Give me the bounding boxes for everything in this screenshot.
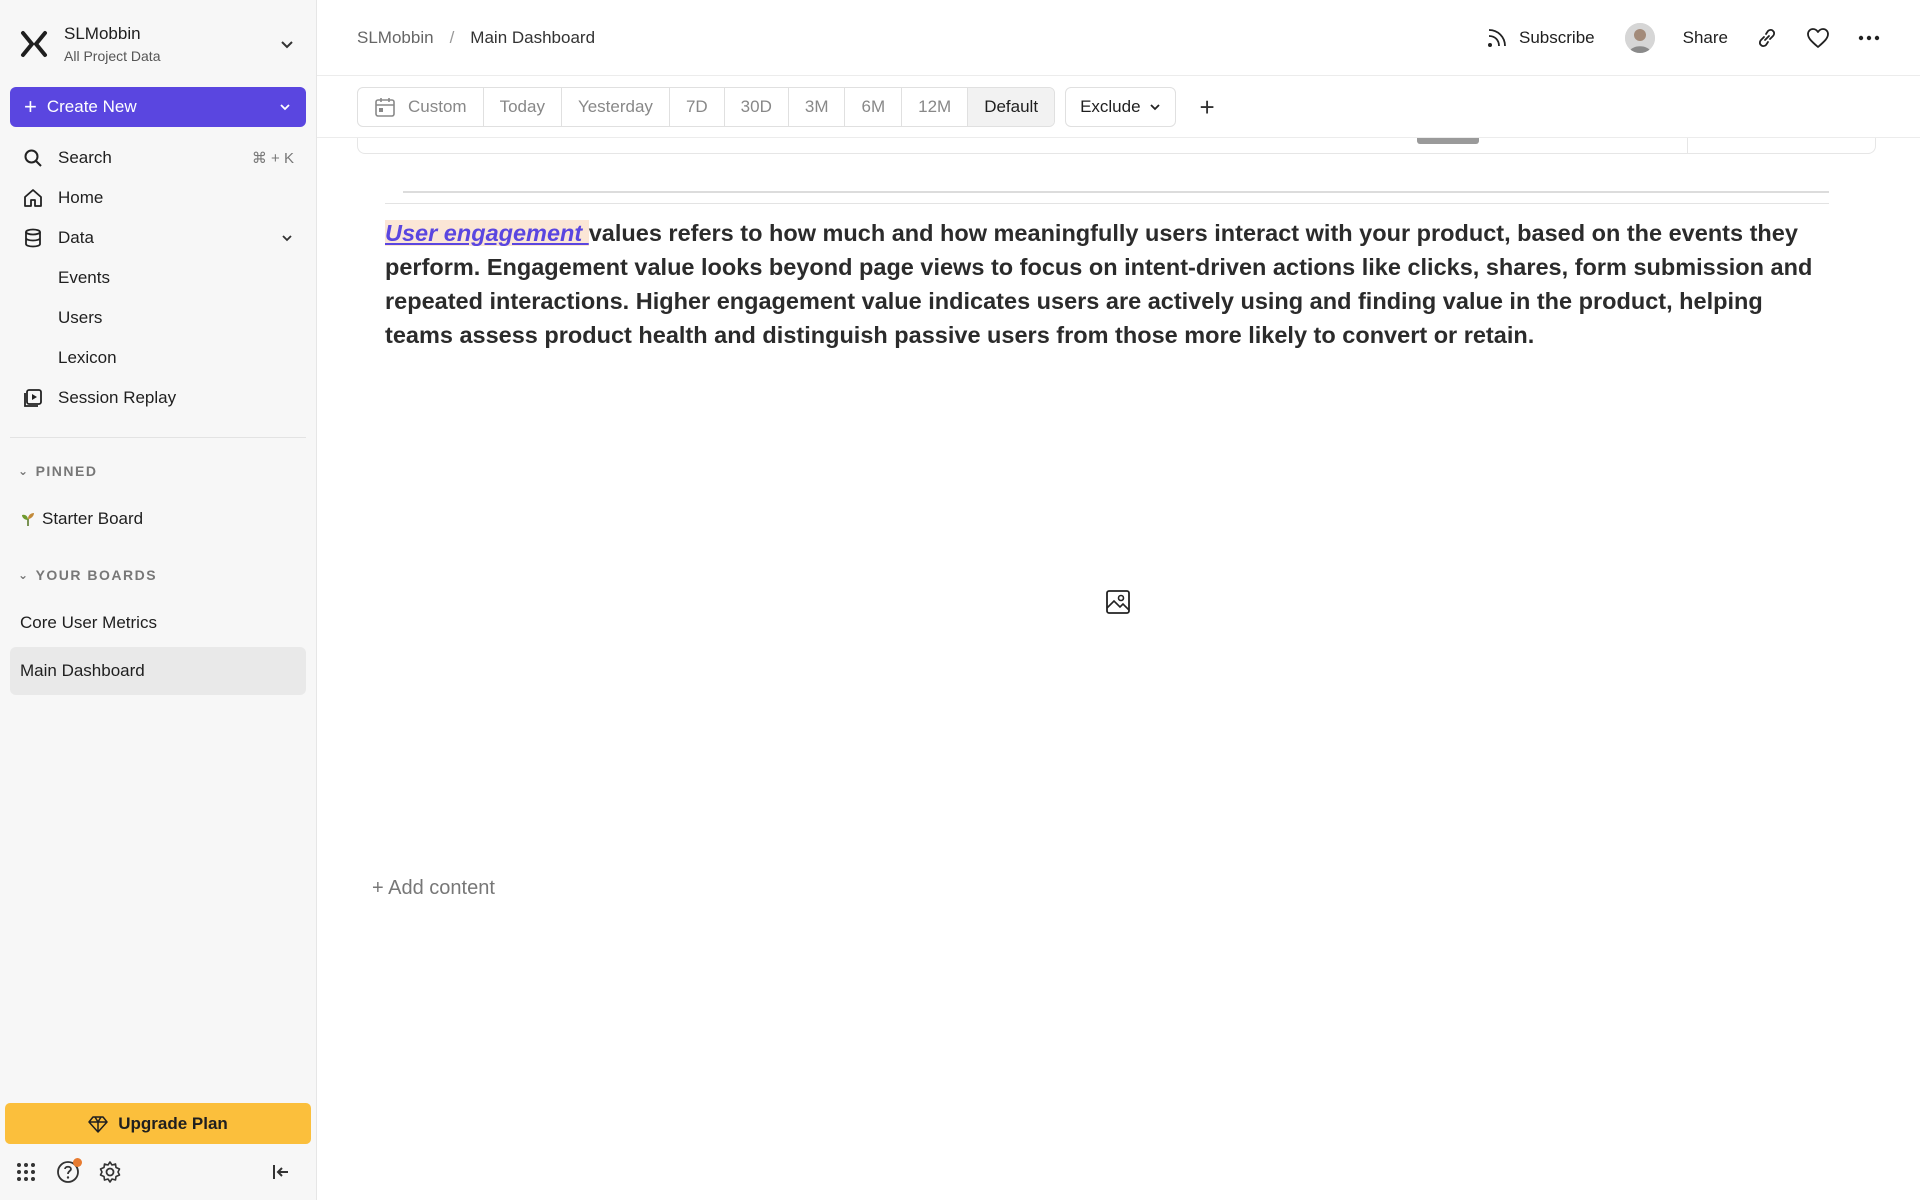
search-icon bbox=[22, 147, 44, 169]
database-icon bbox=[22, 227, 44, 249]
card-divider bbox=[1687, 138, 1688, 154]
chevron-down-icon[interactable] bbox=[280, 231, 294, 245]
sidebar-item-session-replay[interactable] bbox=[10, 378, 306, 418]
sidebar-nav bbox=[10, 138, 306, 418]
user-engagement-link[interactable]: User engagement bbox=[385, 220, 589, 246]
copy-link-icon[interactable] bbox=[1756, 27, 1778, 49]
sidebar bbox=[0, 0, 317, 1200]
plus-icon: + bbox=[24, 94, 37, 119]
session-replay-label: Session Replay bbox=[58, 388, 177, 407]
collapse-sidebar-icon[interactable] bbox=[267, 1158, 295, 1186]
chevron-down-icon bbox=[278, 35, 296, 53]
sidebar-item-lexicon[interactable]: Lexicon bbox=[58, 348, 117, 367]
date-filter-bar bbox=[317, 76, 1920, 138]
main-content bbox=[317, 0, 1920, 1200]
sidebar-item-search[interactable] bbox=[10, 138, 306, 178]
workspace-name: SLMobbin bbox=[64, 24, 141, 43]
breadcrumb-root[interactable]: SLMobbin bbox=[357, 27, 434, 47]
exclude-label: Exclude bbox=[1080, 96, 1141, 116]
pinned-heading: PINNED bbox=[35, 463, 98, 479]
range-today[interactable]: Today bbox=[484, 88, 562, 126]
chevron-down-icon bbox=[1149, 101, 1161, 113]
search-label: Search bbox=[58, 148, 112, 167]
boards-heading: YOUR BOARDS bbox=[35, 567, 158, 583]
mixpanel-logo-icon bbox=[20, 30, 48, 58]
range-6m[interactable]: 6M bbox=[845, 88, 902, 126]
apps-grid-icon[interactable] bbox=[12, 1158, 40, 1186]
rss-icon bbox=[1485, 26, 1509, 50]
breadcrumb bbox=[357, 28, 595, 48]
search-shortcut: ⌘ + K bbox=[251, 150, 294, 167]
home-label: Home bbox=[58, 188, 104, 207]
subscribe-label: Subscribe bbox=[1519, 27, 1595, 47]
sidebar-item-users[interactable]: Users bbox=[58, 308, 103, 327]
workspace-switcher[interactable] bbox=[0, 0, 316, 88]
diamond-icon bbox=[88, 1115, 108, 1133]
sidebar-item-events[interactable]: Events bbox=[58, 268, 110, 287]
exclude-dropdown[interactable] bbox=[1065, 87, 1175, 127]
card-bottom-edge bbox=[357, 138, 1876, 154]
sprout-icon bbox=[20, 511, 36, 527]
pinned-item-label: Starter Board bbox=[42, 509, 144, 528]
settings-gear-icon[interactable] bbox=[96, 1158, 124, 1186]
play-video-icon bbox=[22, 387, 44, 409]
chevron-down-icon: ⌄ bbox=[18, 568, 30, 582]
horizontal-rule bbox=[385, 203, 1829, 204]
image-placeholder-icon bbox=[1104, 588, 1132, 616]
more-options-icon[interactable] bbox=[1858, 35, 1880, 41]
calendar-icon bbox=[374, 96, 396, 118]
help-icon[interactable] bbox=[54, 1158, 82, 1186]
upgrade-plan-button[interactable] bbox=[5, 1103, 311, 1144]
pinned-item-starter-board[interactable] bbox=[10, 495, 306, 543]
upgrade-plan-label: Upgrade Plan bbox=[118, 1113, 228, 1133]
breadcrumb-separator: / bbox=[449, 27, 455, 47]
range-default[interactable]: Default bbox=[968, 88, 1054, 126]
chevron-down-icon: ⌄ bbox=[18, 464, 30, 478]
boards-section-toggle[interactable] bbox=[18, 567, 157, 583]
range-3m[interactable]: 3M bbox=[789, 88, 846, 126]
range-custom-label: Custom bbox=[408, 96, 467, 116]
home-icon bbox=[22, 187, 44, 209]
avatar[interactable] bbox=[1625, 23, 1655, 53]
range-7d[interactable]: 7D bbox=[670, 88, 725, 126]
date-range-selector bbox=[357, 87, 1055, 127]
range-yesterday[interactable]: Yesterday bbox=[562, 88, 670, 126]
create-new-label: Create New bbox=[46, 97, 137, 116]
workspace-subtitle: All Project Data bbox=[64, 48, 161, 64]
sidebar-bottom-bar bbox=[0, 1152, 317, 1192]
sidebar-item-data[interactable] bbox=[10, 218, 306, 258]
text-card bbox=[385, 216, 1835, 352]
range-30d[interactable]: 30D bbox=[725, 88, 789, 126]
add-filter-button[interactable]: + bbox=[1199, 91, 1215, 122]
chevron-down-icon[interactable] bbox=[278, 100, 292, 114]
sidebar-item-home[interactable] bbox=[10, 178, 306, 218]
board-item-main-dashboard[interactable]: Main Dashboard bbox=[10, 647, 306, 695]
horizontal-rule bbox=[403, 191, 1829, 193]
share-label: Share bbox=[1682, 27, 1728, 47]
favorite-heart-icon[interactable] bbox=[1806, 27, 1830, 49]
top-bar bbox=[317, 0, 1920, 76]
create-new-button[interactable] bbox=[10, 87, 306, 127]
subscribe-button[interactable] bbox=[1485, 26, 1595, 50]
range-custom[interactable] bbox=[358, 88, 484, 126]
add-content-button[interactable]: + Add content bbox=[372, 877, 495, 899]
data-label: Data bbox=[58, 228, 94, 247]
text-card-body: values refers to how much and how meaningfully users interact with your product, based on the events they perform. Engagement value looks beyond page views to focus on intent-driven actions like clicks, shares, form submission and repeated interactions. Higher engagement value indicates users are actively using and finding value in the product, helping teams assess product health and distinguish passive users from those more likely to convert or retain. bbox=[385, 220, 1813, 348]
scroll-thumb[interactable] bbox=[1417, 138, 1479, 144]
breadcrumb-current: Main Dashboard bbox=[470, 27, 596, 47]
sidebar-divider bbox=[10, 437, 306, 438]
board-item-core-user-metrics[interactable]: Core User Metrics bbox=[20, 613, 157, 632]
pinned-section-toggle[interactable] bbox=[18, 463, 97, 479]
range-12m[interactable]: 12M bbox=[902, 88, 968, 126]
notification-dot bbox=[73, 1158, 82, 1167]
share-button[interactable] bbox=[1683, 28, 1728, 48]
